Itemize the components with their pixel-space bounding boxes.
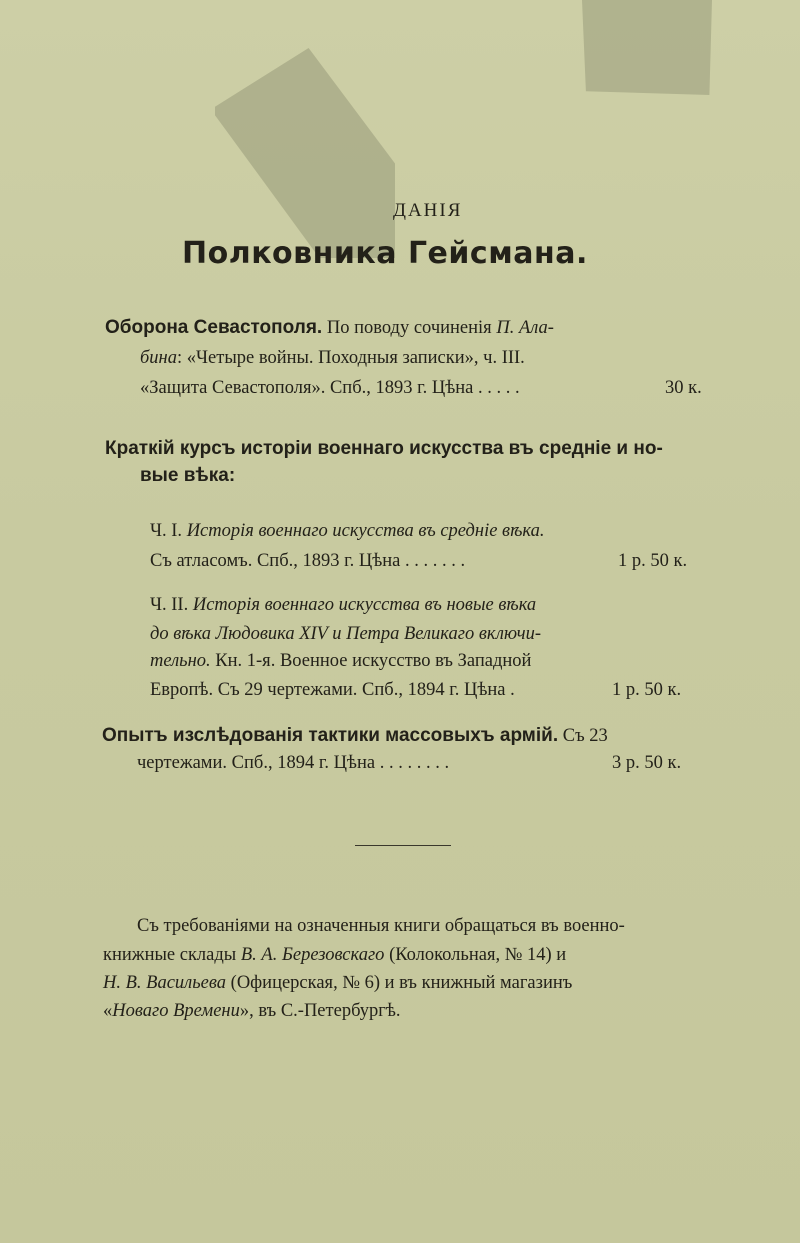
part1-line2: Съ атласомъ. Спб., 1893 г. Цѣна . . . . . . . [150, 551, 466, 571]
entry3-text: Съ 23 [558, 726, 608, 746]
part1-title: Исторiя военнаго искусства въ среднiе вѣка. [186, 521, 545, 541]
part1-line1 [150, 521, 545, 542]
footer-text: (Офицерская, № 6) и въ книжный магазинъ [226, 973, 573, 993]
entry1-author: П. Ала- [496, 318, 554, 338]
entry1-line1 [105, 317, 554, 339]
part2-label: Ч. II. [150, 595, 193, 615]
entry1-line2 [140, 348, 525, 369]
entry1-title: Оборона Севастополя. [105, 317, 323, 338]
footer-line3 [103, 973, 572, 994]
footer-text: (Колокольная, № 14) и [384, 945, 567, 965]
part2-line2: до вѣка Людовика XIV и Петра Великаго включи- [150, 624, 542, 644]
footer-text: », въ С.-Петербургѣ. [239, 1001, 401, 1021]
entry1-line3: «Защита Севастополя». Спб., 1893 г. Цѣна . . . . . [140, 378, 520, 398]
part1-label: Ч. I. [150, 521, 187, 541]
entry3-title: Опытъ изслѣдованiя тактики массовыхъ армiй. [102, 725, 559, 746]
entry1-text: По поводу сочиненiя [322, 318, 497, 338]
divider [355, 845, 451, 846]
entry1-text2: : «Четыре войны. Походныя записки», ч. III. [176, 348, 525, 368]
part2-price: 1 р. 50 к. [612, 680, 682, 700]
page-title: Полковника Гейсмана. [182, 236, 588, 271]
entry3-price: 3 р. 50 к. [612, 753, 682, 773]
entry1-author-cont: бина [140, 348, 177, 368]
footer-name-vasiliev: Н. В. Васильева [103, 973, 227, 993]
heading-subtitle: ДАНIЯ [393, 200, 463, 221]
entry3-line2: чертежами. Спб., 1894 г. Цѣна . . . . . . . . [137, 753, 450, 773]
part2-line1 [150, 595, 536, 616]
footer-line4 [103, 1001, 401, 1022]
entry2-title-line2: вые вѣка: [140, 465, 236, 486]
footer-line2 [103, 945, 566, 966]
part2-line3 [150, 651, 531, 672]
footer-name-berezovsky: В. А. Березовскаго [240, 945, 385, 965]
paper-patch [215, 48, 395, 258]
part1-price: 1 р. 50 к. [618, 551, 688, 571]
footer-line1: Съ требованiями на означенныя книги обращаться въ военно- [137, 916, 625, 936]
footer-text: книжные склады [103, 945, 241, 965]
footer-name-novoe-vremya: Новаго Времени [112, 1001, 240, 1021]
part2-line4: Европѣ. Съ 29 чертежами. Спб., 1894 г. Цѣна . [150, 680, 515, 700]
footer-text: « [103, 1001, 113, 1021]
part2-text: Кн. 1-я. Военное искусство въ Западной [210, 651, 532, 671]
entry1-price: 30 к. [665, 378, 702, 398]
entry2-title-line1: Краткiй курсъ исторiи военнаго искусства въ среднiе и но- [105, 438, 663, 459]
paper-patch [582, 0, 712, 95]
part2-title: Исторiя военнаго искусства въ новые вѣка [192, 595, 537, 615]
entry3-line1 [102, 725, 608, 747]
part2-title-end: тельно. [150, 651, 211, 671]
